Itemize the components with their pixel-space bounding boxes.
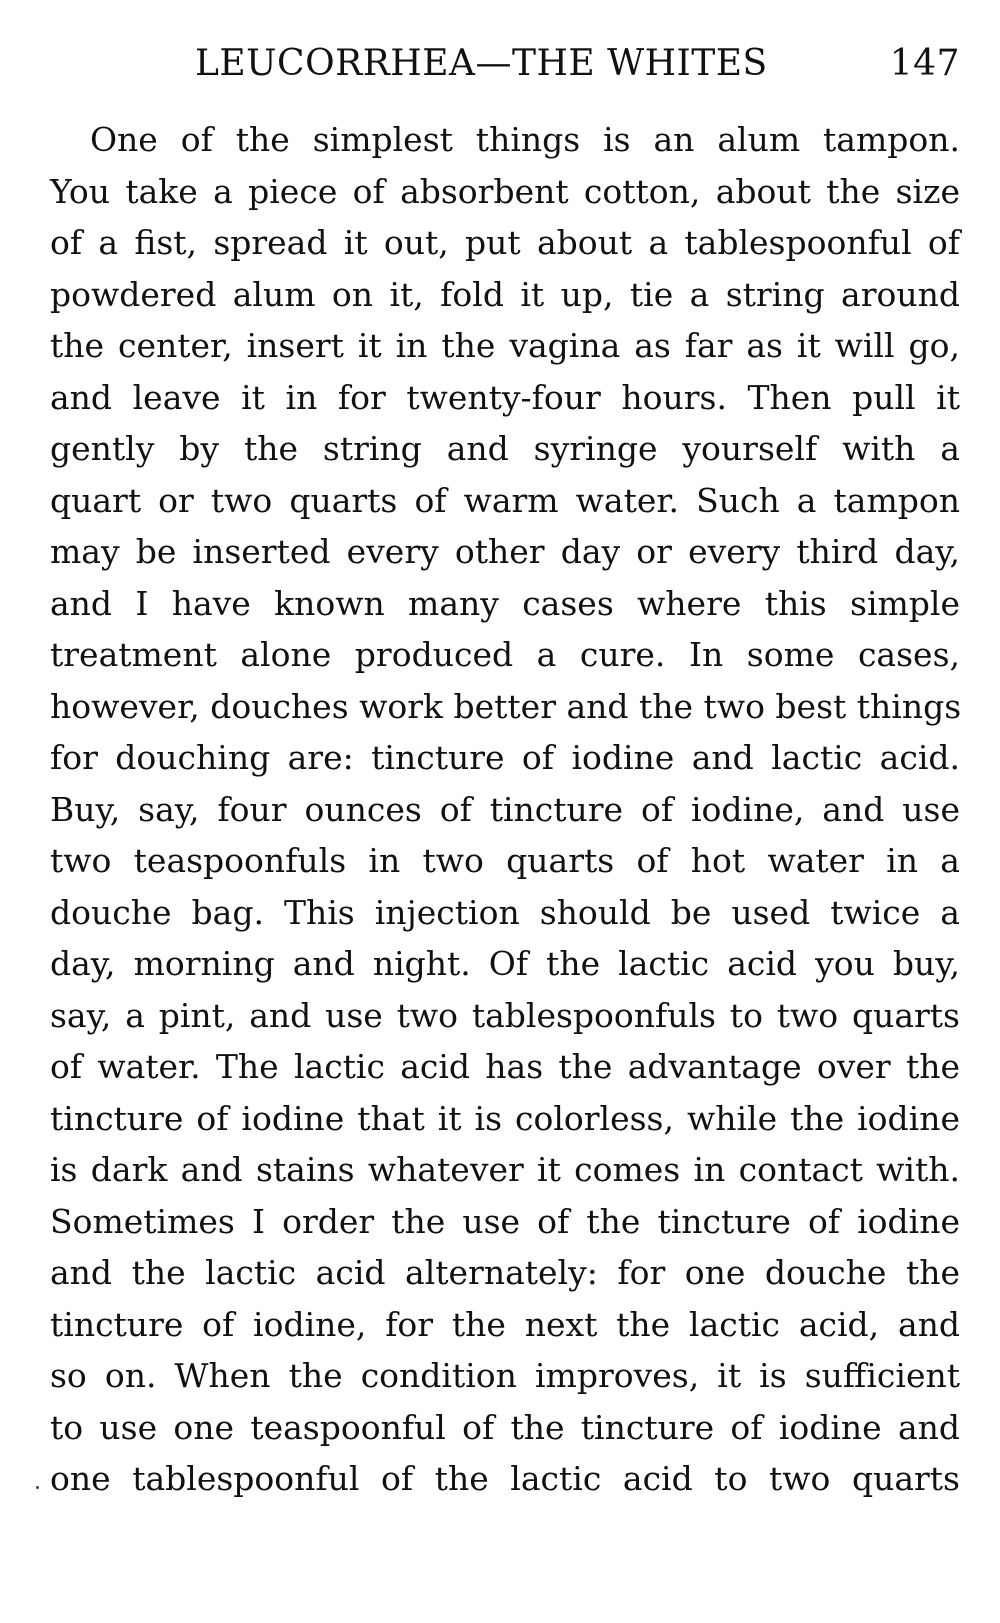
text-line: treatment alone produced a cure. In some cases, (50, 635, 960, 674)
text-line: and the lactic acid alternately: for one douche the (50, 1253, 960, 1292)
text-line: gently by the string and syringe yourself with a (50, 429, 960, 468)
text-line: for douching are: tincture of iodine and lactic acid. (50, 738, 960, 777)
text-line: to use one teaspoonful of the tincture of iodine and (50, 1407, 960, 1447)
body-text (50, 114, 960, 1505)
running-title: LEUCORRHEA—THE WHITES (195, 43, 768, 84)
text-line: powdered alum on it, fold it up, tie a string around (50, 274, 960, 314)
text-line: two teaspoonfuls in two quarts of hot water in a (50, 841, 960, 880)
text-line: and I have known many cases where this simple (50, 583, 960, 623)
text-line: so on. When the condition improves, it is sufficient (50, 1356, 960, 1395)
running-head (50, 36, 960, 92)
text-line: say, a pint, and use two tablespoonfuls to two quarts (50, 995, 960, 1035)
text-line: douche bag. This injection should be used twice a (50, 892, 960, 932)
text-line: of water. The lactic acid has the advantage over the (50, 1047, 960, 1086)
text-line: the center, insert it in the vagina as far as it will go, (50, 326, 960, 365)
book-page (50, 36, 960, 1505)
text-line: quart or two quarts of warm water. Such a tampon (50, 480, 960, 520)
text-line: Buy, say, four ounces of tincture of iodine, and use (50, 789, 960, 829)
text-line: one tablespoonful of the lactic acid to two quarts (50, 1459, 960, 1498)
text-line: of a fist, spread it out, put about a tablespoonful of (50, 223, 960, 262)
text-line: One of the simplest things is an alum tampon. (90, 120, 960, 159)
text-line: day, morning and night. Of the lactic acid you buy, (50, 944, 960, 983)
text-line: is dark and stains whatever it comes in contact with. (50, 1150, 960, 1189)
text-line: You take a piece of absorbent cotton, about the size (50, 171, 960, 211)
page-number: 147 (889, 43, 960, 84)
text-line: however, douches work better and the two best things (50, 686, 962, 726)
margin-mark (36, 1486, 39, 1489)
text-line: may be inserted every other day or every third day, (50, 532, 960, 571)
text-line: tincture of iodine that it is colorless, while the iodine (50, 1098, 960, 1138)
text-line: and leave it in for twenty-four hours. Then pull it (50, 377, 960, 417)
text-line: tincture of iodine, for the next the lactic acid, and (50, 1304, 960, 1344)
text-line: Sometimes I order the use of the tincture of iodine (50, 1201, 960, 1241)
